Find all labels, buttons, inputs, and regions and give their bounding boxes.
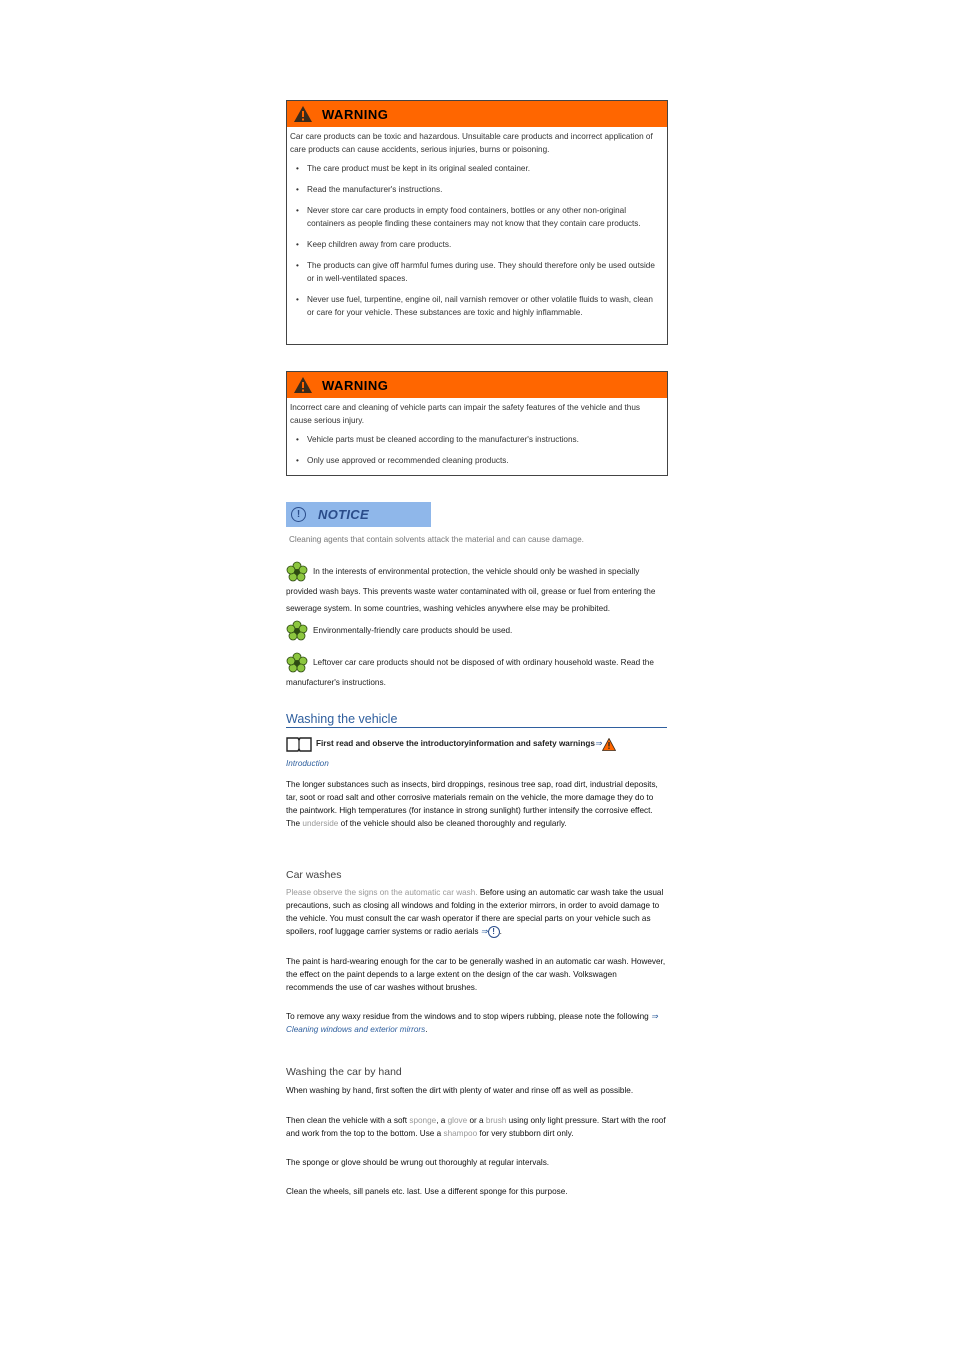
notice-arrow-link[interactable]: ⇒	[480, 927, 488, 936]
notice-title: NOTICE	[318, 507, 369, 522]
washing-intro-paragraph	[286, 778, 666, 830]
warning-header	[287, 101, 667, 127]
car-washes-title: Car washes	[286, 869, 342, 881]
environment-note-text: Leftover car care products should not be disposed of with ordinary household waste. Read the manufacturer's instructions.	[286, 658, 654, 687]
section-title: Washing the vehicle	[286, 712, 667, 728]
paragraph-text: for very stubborn dirt only.	[477, 1129, 574, 1138]
brush-term: brush	[485, 1116, 507, 1125]
by-hand-title: Washing the car by hand	[286, 1066, 402, 1078]
sponge-term: sponge	[409, 1116, 437, 1125]
notice-icon[interactable]: !	[488, 926, 500, 938]
warning-intro: Incorrect care and cleaning of vehicle parts can impair the safety features of the vehicle and thus cause serious injury.	[290, 403, 640, 425]
shampoo-term: shampoo	[443, 1129, 478, 1138]
paragraph-text: Then clean the vehicle with a soft	[286, 1116, 410, 1125]
warning-item: • The products can give off harmful fumes during use. They should therefore only be used outside or in well-ventilated spaces.	[290, 259, 661, 285]
warning-box-1	[286, 100, 668, 345]
environment-note-text: Environmentally-friendly care products should be used.	[313, 626, 513, 636]
car-washes-paragraph-1	[286, 886, 666, 938]
paragraph-text: of the vehicle should also be cleaned thoroughly and regularly.	[338, 819, 567, 828]
environment-flower-icon	[286, 652, 308, 674]
by-hand-paragraph-2	[286, 1114, 666, 1140]
car-washes-paragraph-3	[286, 1010, 666, 1036]
paragraph-text: .	[425, 1025, 428, 1034]
by-hand-paragraph-1: When washing by hand, first soften the dirt with plenty of water and rinse off as well as possible.	[286, 1086, 634, 1095]
notice-text	[286, 533, 671, 546]
paragraph-text: To remove any waxy residue from the windows and to stop wipers rubbing, please note the following	[286, 1012, 651, 1021]
car-washes-paragraph-2: The paint is hard-wearing enough for the car to be generally washed in an automatic car wash. However, the effect on the paint depends to a large extent on the design of the car wash. Volkswagen recommends the use of car washes without brushes.	[286, 957, 666, 992]
by-hand-paragraph-3: The sponge or glove should be wrung out thoroughly at regular intervals.	[286, 1158, 550, 1167]
warning-triangle-icon	[293, 376, 313, 394]
notice-header	[286, 502, 431, 527]
paragraph-text: Before using an automatic car wash take the usual precautions, such as closing all windows and folding in the exterior mirrors, in order to avoid damage to the vehicle. You must consult the car wash operator if there are special parts on your vehicle such as spoilers, roof luggage carrier systems or radio aerials	[286, 888, 664, 936]
warning-item: • Read the manufacturer's instructions.	[290, 183, 661, 196]
signs-term: Please observe the signs on the automatic car wash.	[286, 888, 478, 897]
paragraph-text: or a	[467, 1116, 486, 1125]
glove-term: glove	[447, 1116, 468, 1125]
underside-term: underside	[302, 819, 339, 828]
warning-item: • Keep children away from care products.	[290, 238, 661, 251]
notice-icon: !	[291, 507, 306, 522]
environment-note-text: In the interests of environmental protection, the vehicle should only be washed in specially provided wash bays. This prevents waste water contaminated with oil, grease or fuel from entering the sewerage system. In some countries, washing vehicles anywhere else may be prohibited.	[286, 567, 656, 613]
environment-note-1	[286, 561, 668, 617]
warning-title: WARNING	[322, 106, 389, 122]
environment-note-2	[286, 620, 668, 642]
warning-triangle-icon	[602, 738, 616, 751]
warning-box-2	[286, 371, 668, 476]
warning-item: • Never store car care products in empty food containers, bottles or any other non-original containers as people finding these containers may not know that they contain care products.	[290, 204, 661, 230]
arrow-link[interactable]: ⇒	[594, 739, 602, 749]
environment-flower-icon	[286, 561, 308, 583]
warning-item: • Only use approved or recommended cleaning products.	[290, 454, 661, 467]
notice-text-content: Cleaning agents that contain solvents attack the material and can cause damage.	[289, 535, 584, 544]
warning-title: WARNING	[322, 377, 389, 393]
cleaning-windows-link[interactable]: ⇒ Cleaning windows and exterior mirrors	[286, 1012, 658, 1034]
environment-flower-icon	[286, 620, 308, 642]
paragraph-text: , a	[436, 1116, 448, 1125]
paragraph-text: The longer substances such as insects, bird droppings, resinous tree sap, road dirt, industrial deposits, tar, soot or road salt and other corrosive materials remain on the vehicle, the more damage they do to the paintwork. High temperatures (for instance in strong sunlight) further intensify the corrosive effect. The	[286, 780, 658, 828]
environment-note-3	[286, 652, 668, 691]
paragraph-text: .	[499, 927, 502, 936]
warning-item: • Never use fuel, turpentine, engine oil, nail varnish remover or other volatile fluids to wash, clean or care for your vehicle. These substances are toxic and highly inflammable.	[290, 293, 661, 319]
warning-item: • Vehicle parts must be cleaned according to the manufacturer's instructions.	[290, 433, 661, 446]
warning-header	[287, 372, 667, 398]
book-icon	[286, 736, 312, 752]
by-hand-paragraph-4: Clean the wheels, sill panels etc. last. Use a different sponge for this purpose.	[286, 1187, 568, 1196]
introduction-link[interactable]: Introduction	[286, 759, 329, 768]
paragraph-text: using only light pressure. Start with the roof and work from the top to the bottom. Use a	[286, 1116, 666, 1138]
warning-triangle-icon	[293, 105, 313, 123]
read-first-note	[286, 736, 666, 752]
read-first-text: First read and observe the introductoryinformation and safety warnings	[316, 739, 595, 749]
warning-item: • The care product must be kept in its original sealed container.	[290, 162, 661, 175]
warning-intro: Car care products can be toxic and hazardous. Unsuitable care products and incorrect application of care products can cause accidents, serious injuries, burns or poisoning.	[290, 132, 653, 154]
